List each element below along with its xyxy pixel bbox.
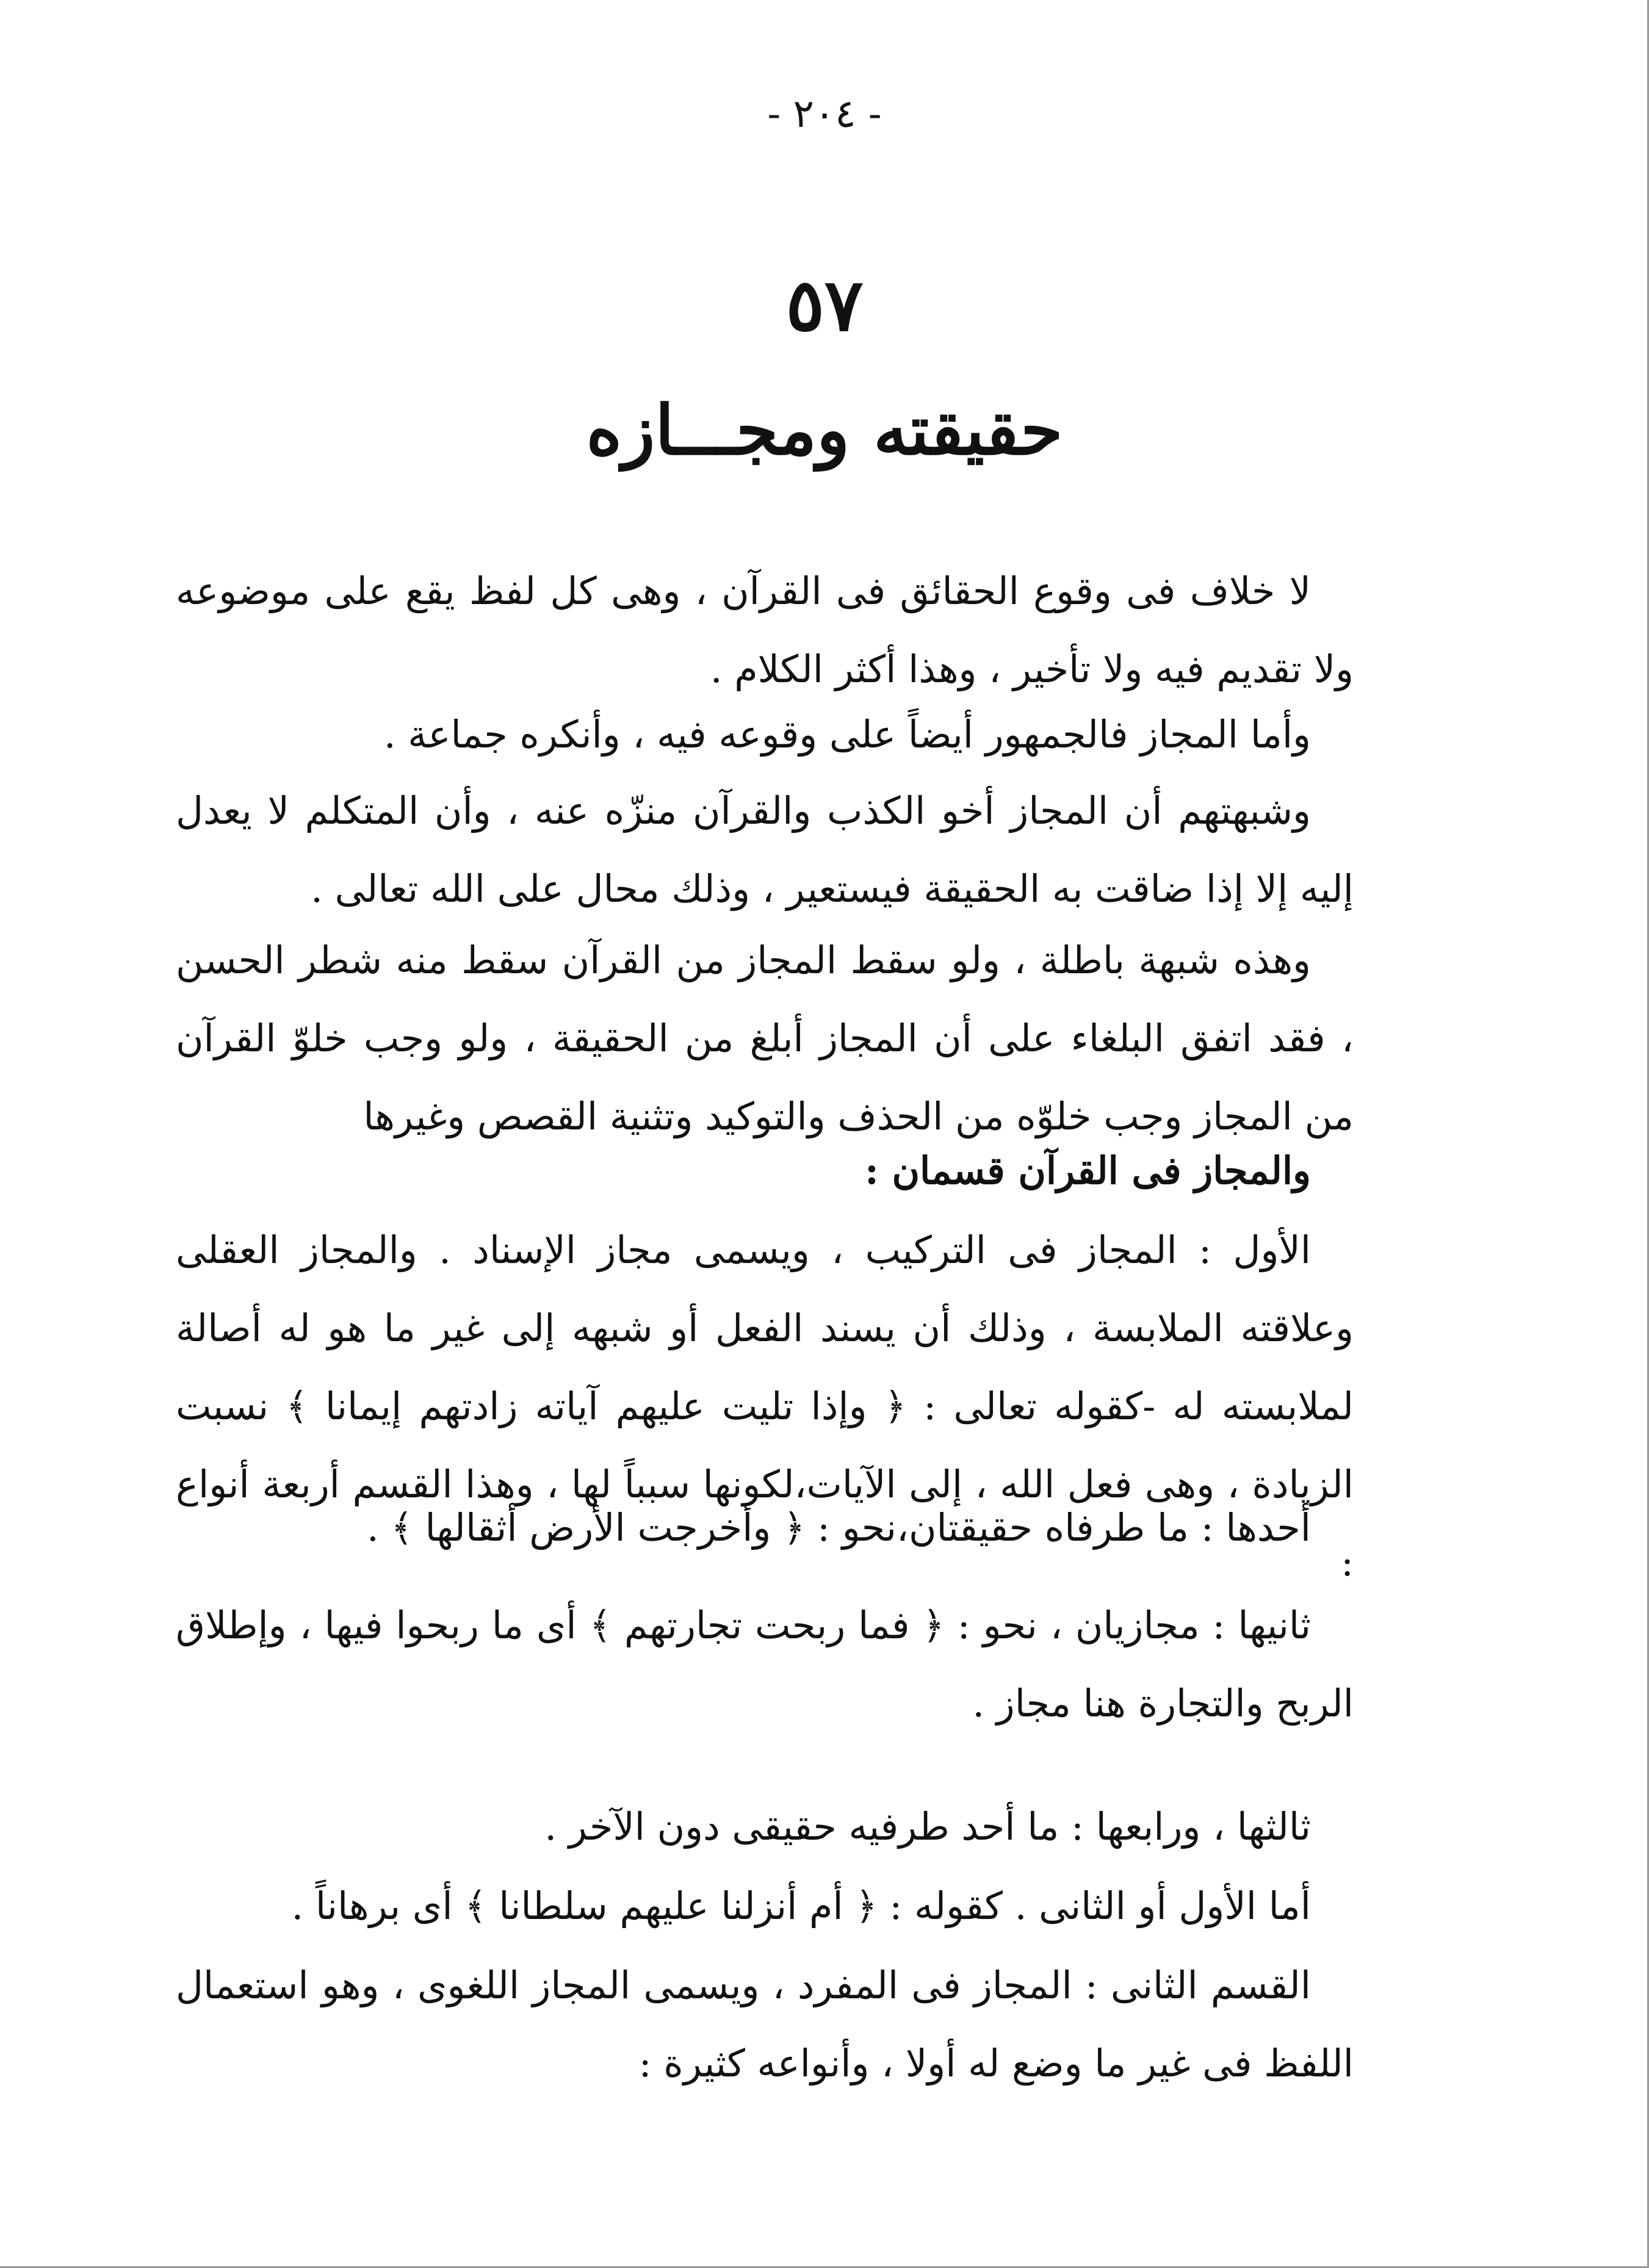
paragraph-8: ثالثها ، ورابعها : ما أحد طرفيه حقيقى دون الآخر . — [544, 1804, 1311, 1849]
section-heading: والمجاز فى القرآن قسمان : — [865, 1148, 1311, 1193]
body-block-11 — [176, 1946, 1354, 2103]
body-block-5 — [176, 1132, 1354, 1210]
body-block-3 — [176, 772, 1354, 928]
chapter-title: حقيقته ومجـــازه — [586, 391, 1063, 470]
paragraph-1: لا خلاف فى وقوع الحقائق فى القرآن ، وهى كل لفظ يقع على موضوعه ولا تقديم فيه ولا تأخير ، وهذا أكثر الكلام . — [176, 569, 1354, 691]
chapter-number: ٥٧ — [785, 262, 864, 347]
body-block-10 — [176, 1867, 1354, 1945]
body-block-2 — [176, 696, 1354, 774]
paragraph-5: الأول : المجاز فى التركيب ، ويسمى مجاز الإسناد . والمجاز العقلى وعلاقته الملابسة ، وذلك أن يسند الفعل أو شبهه إلى غير ما هو له أصالة لملابسته له -كقوله تعالى : ﴿ وإذا تليت عليهم آياته زادتهم إيمانا ﴾ نسبت الزيادة ، وهى فعل الله ، إلى الآيات،لكونها سبباً لها ، وهذا القسم أربعة أنواع : — [176, 1228, 1354, 1585]
body-block-7 — [176, 1489, 1354, 1567]
body-block-1 — [176, 552, 1354, 708]
body-block-9 — [176, 1788, 1354, 1866]
paragraph-3: وشبهتهم أن المجاز أخو الكذب والقرآن منزّه عنه ، وأن المتكلم لا يعدل إليه إلا إذا ضاقت به الحقيقة فيستعير ، وذلك محال على الله تعالى . — [176, 788, 1354, 911]
body-block-4 — [176, 921, 1354, 1156]
paragraph-10: القسم الثانى : المجاز فى المفرد ، ويسمى المجاز اللغوى ، وهو استعمال اللفظ فى غير ما وضع له أولا ، وأنواعه كثيرة : — [176, 1963, 1354, 2086]
page-number: - ٢٠٤ - — [767, 92, 882, 137]
body-block-8 — [176, 1586, 1354, 1743]
paragraph-9: أما الأول أو الثانى . كقوله : ﴿ أم أنزلنا عليهم سلطانا ﴾ أى برهاناً . — [291, 1884, 1311, 1928]
paragraph-2: وأما المجاز فالجمهور أيضاً على وقوعه فيه ، وأنكره جماعة . — [383, 712, 1311, 757]
paragraph-7: ثانيها : مجازيان ، نحو : ﴿ فما ربحت تجارتهم ﴾ أى ما ربحوا فيها ، وإطلاق الربح والتجارة هنا مجاز . — [176, 1603, 1354, 1726]
paragraph-6: أحدها : ما طرفاه حقيقتان،نحو : ﴿ وأخرجت الأرض أثقالها ﴾ . — [367, 1505, 1311, 1550]
paragraph-4: وهذه شبهة باطلة ، ولو سقط المجاز من القرآن سقط منه شطر الحسن ، فقد اتفق البلغاء على أن المجاز أبلغ من الحقيقة ، ولو وجب خلوّ القرآن من المجاز وجب خلوّه من الحذف والتوكيد وتثنية القصص وغيرها — [176, 938, 1354, 1139]
